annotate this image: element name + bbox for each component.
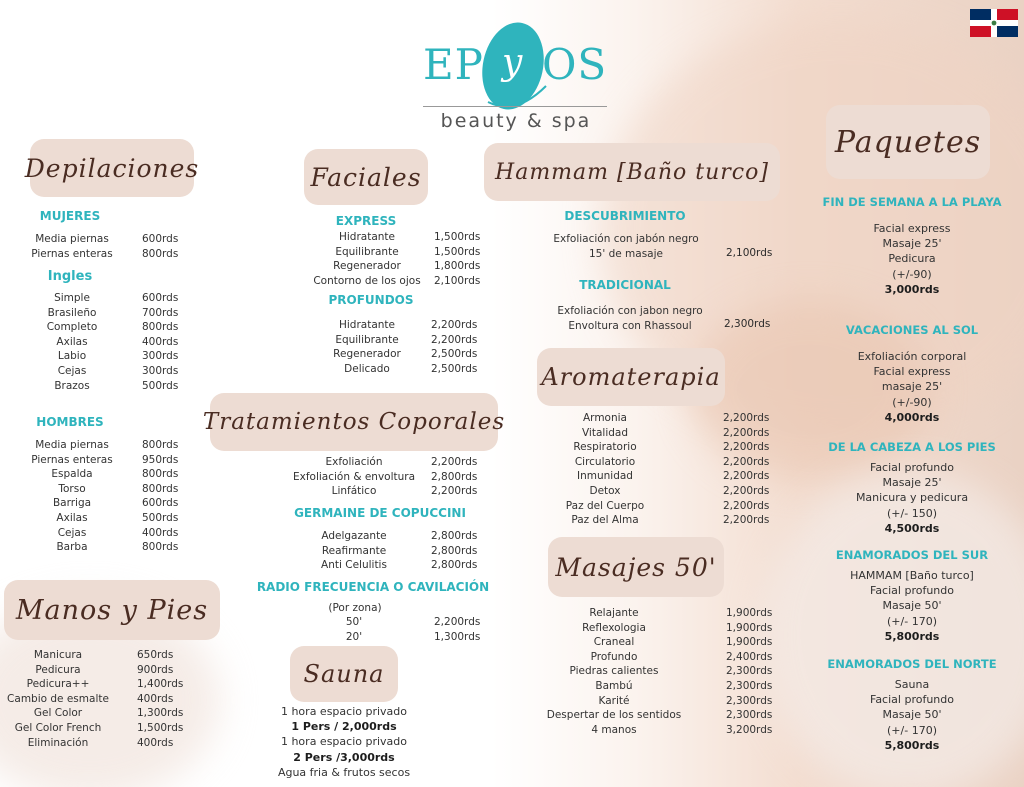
package-line: (+/-90) xyxy=(892,267,932,281)
service-name: Contorno de los ojos xyxy=(313,274,421,287)
package-line: Facial profundo xyxy=(870,693,954,707)
price-row xyxy=(300,259,500,274)
package-price: 5,800rds xyxy=(884,738,940,752)
service-name: Piernas enteras xyxy=(31,247,113,260)
list-mujeres xyxy=(0,232,200,261)
service-price: 800rds xyxy=(142,247,179,260)
price-row xyxy=(530,650,780,665)
service-name: Adelgazante xyxy=(321,530,387,542)
price-row xyxy=(300,230,500,245)
price-row xyxy=(530,606,780,621)
service-price: 900rds xyxy=(137,663,174,676)
service-name: Circulatorio xyxy=(574,455,636,468)
service-name: 20' xyxy=(345,630,363,643)
service-price: 800rds xyxy=(142,439,179,451)
descubrimiento-line-2: 15' de masaje xyxy=(589,248,663,261)
price-row xyxy=(0,736,200,751)
service-name: Relajante xyxy=(589,607,639,619)
heading-germaine: GERMAINE DE COPUCCINI xyxy=(294,506,466,520)
title-masajes: Masajes 50' xyxy=(548,537,724,597)
service-price: 1,300rds xyxy=(137,707,184,720)
service-name: Cejas xyxy=(57,526,87,539)
service-name: 4 manos xyxy=(591,723,637,736)
package-heading: FIN DE SEMANA A LA PLAYA xyxy=(822,195,1002,209)
service-price: 2,200rds xyxy=(434,616,481,628)
service-price: 500rds xyxy=(142,379,179,392)
service-name: Equilibrante xyxy=(335,333,399,346)
price-row xyxy=(530,679,780,694)
logo-text-right: OS xyxy=(542,40,608,89)
price-row xyxy=(0,706,200,721)
list-masajes xyxy=(530,606,780,737)
price-row xyxy=(530,426,780,441)
service-price: 2,200rds xyxy=(431,333,478,346)
package-line: Masaje 50' xyxy=(882,599,942,613)
service-price: 3,200rds xyxy=(726,723,773,736)
service-price: 600rds xyxy=(142,233,179,245)
package-card xyxy=(810,440,1014,536)
service-name: Despertar de los sentidos xyxy=(546,709,682,722)
title-faciales: Faciales xyxy=(304,149,428,205)
price-row xyxy=(300,333,500,348)
descubrimiento-price: 2,100rds xyxy=(726,247,773,259)
service-name: Paz del Cuerpo xyxy=(565,499,645,512)
package-card xyxy=(810,657,1014,753)
service-price: 2,200rds xyxy=(723,412,770,424)
price-row xyxy=(0,540,200,555)
price-row xyxy=(0,467,200,482)
service-price: 2,200rds xyxy=(431,319,478,331)
price-row xyxy=(0,511,200,526)
list-tratamientos xyxy=(270,455,500,499)
price-row xyxy=(270,484,500,499)
list-radio xyxy=(270,615,500,644)
service-price: 2,800rds xyxy=(431,559,478,572)
service-name: 50' xyxy=(345,616,363,628)
price-row xyxy=(0,496,200,511)
package-heading: ENAMORADOS DEL NORTE xyxy=(827,657,997,671)
price-row xyxy=(300,347,500,362)
service-price: 2,200rds xyxy=(723,455,770,468)
price-row xyxy=(270,544,500,559)
service-name: Gel Color French xyxy=(14,721,102,734)
title-hammam: Hammam [Baño turco] xyxy=(484,143,780,201)
package-price: 4,500rds xyxy=(884,521,940,535)
service-name: Media piernas xyxy=(35,233,109,245)
service-name: Inmunidad xyxy=(577,470,633,483)
service-name: Barriga xyxy=(52,497,92,510)
service-price: 1,900rds xyxy=(726,636,773,649)
package-card xyxy=(810,323,1014,425)
service-name: Completo xyxy=(46,321,98,334)
sauna-line-5: Agua fria & frutos secos xyxy=(277,765,411,779)
service-price: 2,800rds xyxy=(431,544,478,557)
price-row xyxy=(0,453,200,468)
package-price: 3,000rds xyxy=(884,282,940,296)
service-price: 1,500rds xyxy=(137,721,184,734)
price-row xyxy=(530,621,780,636)
price-row xyxy=(530,469,780,484)
sauna-lines xyxy=(264,704,424,780)
heading-descubrimiento: DESCUBRIMIENTO xyxy=(564,209,686,223)
dominican-flag-icon xyxy=(970,9,1018,37)
package-heading: DE LA CABEZA A LOS PIES xyxy=(828,440,996,454)
package-line: (+/- 170) xyxy=(887,614,937,628)
package-line: Facial express xyxy=(873,365,951,379)
service-name: Barba xyxy=(56,541,88,554)
price-row xyxy=(270,615,500,630)
service-price: 300rds xyxy=(142,364,179,377)
service-price: 300rds xyxy=(142,350,179,363)
package-line: Facial profundo xyxy=(870,461,954,474)
sauna-line-3: 1 hora espacio privado xyxy=(280,735,408,749)
package-line: Masaje 25' xyxy=(882,476,942,490)
service-name: Gel Color xyxy=(33,707,83,720)
price-row xyxy=(0,379,200,394)
service-name: Reafirmante xyxy=(321,544,387,557)
service-name: Equilibrante xyxy=(335,245,399,258)
service-price: 2,300rds xyxy=(726,694,773,707)
service-price: 2,200rds xyxy=(723,470,770,483)
price-row xyxy=(530,411,780,426)
price-row xyxy=(270,529,500,544)
price-row xyxy=(530,694,780,709)
package-line: Facial express xyxy=(873,222,951,235)
logo-tagline: beauty & spa xyxy=(440,110,592,132)
service-name: Axilas xyxy=(56,335,88,348)
logo-text-left: EP xyxy=(423,40,484,89)
heading-tradicional: TRADICIONAL xyxy=(579,278,671,292)
package-price: 5,800rds xyxy=(884,629,940,643)
price-row xyxy=(270,558,500,573)
price-row xyxy=(530,499,780,514)
service-price: 400rds xyxy=(137,736,174,749)
price-row xyxy=(530,664,780,679)
logo-divider xyxy=(423,106,607,107)
price-row xyxy=(0,663,200,678)
service-price: 2,200rds xyxy=(723,484,770,497)
title-tratamientos: Tratamientos Coporales xyxy=(210,393,498,451)
list-aromaterapia xyxy=(530,411,780,528)
price-row xyxy=(300,245,500,260)
logo-text-mid: y xyxy=(502,42,523,83)
service-name: Brazos xyxy=(54,379,90,392)
service-name: Manicura xyxy=(33,649,83,661)
package-line: Pedicura xyxy=(888,252,936,266)
descubrimiento-desc xyxy=(536,232,716,262)
service-name: Armonia xyxy=(583,412,627,424)
service-price: 2,500rds xyxy=(431,362,478,375)
service-price: 1,500rds xyxy=(434,231,481,243)
service-name: Brasileño xyxy=(47,306,97,319)
package-heading: VACACIONES AL SOL xyxy=(845,323,979,337)
package-card xyxy=(810,548,1014,644)
heading-profundos: PROFUNDOS xyxy=(328,293,414,307)
service-name: Cejas xyxy=(57,364,87,377)
price-row xyxy=(0,306,200,321)
price-row xyxy=(270,470,500,485)
price-row xyxy=(0,364,200,379)
service-name: Piernas enteras xyxy=(31,453,113,466)
service-name: Simple xyxy=(54,292,90,304)
package-line: Masaje 25' xyxy=(882,237,942,251)
price-row xyxy=(0,335,200,350)
service-price: 800rds xyxy=(142,541,179,554)
price-row xyxy=(530,723,780,738)
service-name: Reflexologia xyxy=(582,621,646,634)
service-name: Pedicura++ xyxy=(26,678,90,691)
price-row xyxy=(0,232,200,247)
title-depilaciones: Depilaciones xyxy=(30,139,194,197)
service-name: Cambio de esmalte xyxy=(7,692,109,705)
list-facial-profundos xyxy=(300,318,500,376)
heading-hombres: HOMBRES xyxy=(36,415,104,429)
service-name: Regenerador xyxy=(333,348,401,361)
service-name: Bambú xyxy=(595,679,633,692)
service-price: 2,300rds xyxy=(726,679,773,692)
package-line: (+/-90) xyxy=(892,395,932,409)
service-price: 2,200rds xyxy=(723,426,770,439)
list-germaine xyxy=(270,529,500,573)
service-price: 2,200rds xyxy=(431,485,478,498)
list-facial-express xyxy=(300,230,500,288)
service-name: Torso xyxy=(58,482,86,495)
radio-note: (Por zona) xyxy=(328,602,382,614)
package-line: Sauna xyxy=(894,678,930,691)
price-row xyxy=(530,708,780,723)
service-price: 650rds xyxy=(137,649,174,661)
price-row xyxy=(0,291,200,306)
price-row xyxy=(0,349,200,364)
heading-ingles: Ingles xyxy=(47,269,93,284)
service-name: Exfoliación xyxy=(325,456,383,468)
service-price: 2,100rds xyxy=(434,274,481,287)
service-name: Espalda xyxy=(51,468,93,481)
title-paquetes: Paquetes xyxy=(826,105,990,179)
service-price: 400rds xyxy=(142,526,179,539)
price-row xyxy=(0,320,200,335)
price-row xyxy=(300,274,500,289)
price-row xyxy=(0,677,200,692)
service-name: Hidratante xyxy=(338,231,395,243)
price-row xyxy=(0,482,200,497)
service-price: 700rds xyxy=(142,306,179,319)
price-row xyxy=(0,692,200,707)
service-name: Craneal xyxy=(593,636,635,649)
service-name: Vitalidad xyxy=(581,426,629,439)
service-name: Media piernas xyxy=(35,439,109,451)
service-name: Piedras calientes xyxy=(569,665,659,678)
service-price: 2,300rds xyxy=(726,709,773,722)
service-price: 1,300rds xyxy=(434,630,481,643)
heading-radio: RADIO FRECUENCIA O CAVILACIÓN xyxy=(256,580,490,594)
package-line: HAMMAM [Baño turco] xyxy=(850,569,974,582)
service-name: Exfoliación & envoltura xyxy=(292,470,416,483)
package-price: 4,000rds xyxy=(884,410,940,424)
service-name: Delicado xyxy=(344,362,390,375)
service-price: 400rds xyxy=(137,692,174,705)
package-line: masaje 25' xyxy=(881,380,943,394)
service-name: Pedicura xyxy=(35,663,81,676)
price-row xyxy=(0,721,200,736)
service-name: Axilas xyxy=(56,511,88,524)
title-manos-pies: Manos y Pies xyxy=(4,580,220,640)
tradicional-price: 2,300rds xyxy=(724,318,771,330)
service-name: Detox xyxy=(589,484,621,497)
service-price: 600rds xyxy=(142,497,179,510)
price-row xyxy=(0,438,200,453)
tradicional-line-2: Envoltura con Rhassoul xyxy=(568,320,692,333)
list-ingles xyxy=(0,291,200,393)
heading-mujeres: MUJERES xyxy=(39,209,101,223)
service-price: 2,800rds xyxy=(431,530,478,542)
sauna-line-1: 1 hora espacio privado xyxy=(280,705,408,718)
service-price: 2,200rds xyxy=(723,441,770,454)
sauna-line-4: 2 Pers /3,000rds xyxy=(293,750,395,764)
service-price: 500rds xyxy=(142,511,179,524)
price-row xyxy=(300,318,500,333)
title-sauna: Sauna xyxy=(290,646,398,702)
list-hombres xyxy=(0,438,200,555)
package-line: Exfoliación corporal xyxy=(857,350,967,363)
price-row xyxy=(0,526,200,541)
service-price: 2,300rds xyxy=(726,665,773,678)
service-price: 400rds xyxy=(142,335,179,348)
service-price: 950rds xyxy=(142,453,179,466)
service-price: 1,400rds xyxy=(137,678,184,691)
service-price: 600rds xyxy=(142,292,179,304)
price-row xyxy=(530,513,780,528)
service-price: 2,200rds xyxy=(431,456,478,468)
package-card xyxy=(810,195,1014,297)
service-price: 800rds xyxy=(142,468,179,481)
descubrimiento-line-1: Exfoliación con jabón negro xyxy=(553,233,699,245)
package-line: Manicura y pedicura xyxy=(855,491,969,505)
service-name: Eliminación xyxy=(27,736,89,749)
price-row xyxy=(270,630,500,645)
package-line: Facial profundo xyxy=(870,584,954,598)
service-price: 1,900rds xyxy=(726,621,773,634)
service-price: 1,900rds xyxy=(726,607,773,619)
price-row xyxy=(530,440,780,455)
brand-logo xyxy=(420,14,610,139)
list-manos-pies xyxy=(0,648,200,750)
service-price: 800rds xyxy=(142,321,179,334)
service-price: 2,500rds xyxy=(431,348,478,361)
service-name: Labio xyxy=(57,350,87,363)
price-row xyxy=(530,635,780,650)
service-name: Paz del Alma xyxy=(571,514,639,527)
service-price: 2,400rds xyxy=(726,650,773,663)
service-price: 800rds xyxy=(142,482,179,495)
price-row xyxy=(530,484,780,499)
service-name: Respiratorio xyxy=(573,441,637,454)
service-name: Profundo xyxy=(590,650,638,663)
price-row xyxy=(0,247,200,262)
service-name: Hidratante xyxy=(338,319,395,331)
service-name: Linfático xyxy=(331,485,377,498)
tradicional-line-1: Exfoliación con jabon negro xyxy=(557,305,703,317)
service-name: Karité xyxy=(598,694,630,707)
price-row xyxy=(530,455,780,470)
title-aromaterapia: Aromaterapia xyxy=(537,348,725,406)
package-line: Masaje 50' xyxy=(882,708,942,722)
price-row xyxy=(300,362,500,377)
service-price: 2,200rds xyxy=(723,499,770,512)
heading-express: EXPRESS xyxy=(335,214,397,228)
package-heading: ENAMORADOS DEL SUR xyxy=(835,548,989,562)
service-name: Anti Celulitis xyxy=(321,559,387,572)
price-row xyxy=(270,455,500,470)
sauna-line-2: 1 Pers / 2,000rds xyxy=(291,720,397,734)
tradicional-desc xyxy=(540,304,720,334)
price-row xyxy=(0,648,200,663)
service-price: 1,500rds xyxy=(434,245,481,258)
service-name: Regenerador xyxy=(333,260,401,273)
package-line: (+/- 170) xyxy=(887,723,937,737)
package-line: (+/- 150) xyxy=(887,506,937,520)
service-price: 2,200rds xyxy=(723,514,770,527)
service-price: 2,800rds xyxy=(431,470,478,483)
service-price: 1,800rds xyxy=(434,260,481,273)
